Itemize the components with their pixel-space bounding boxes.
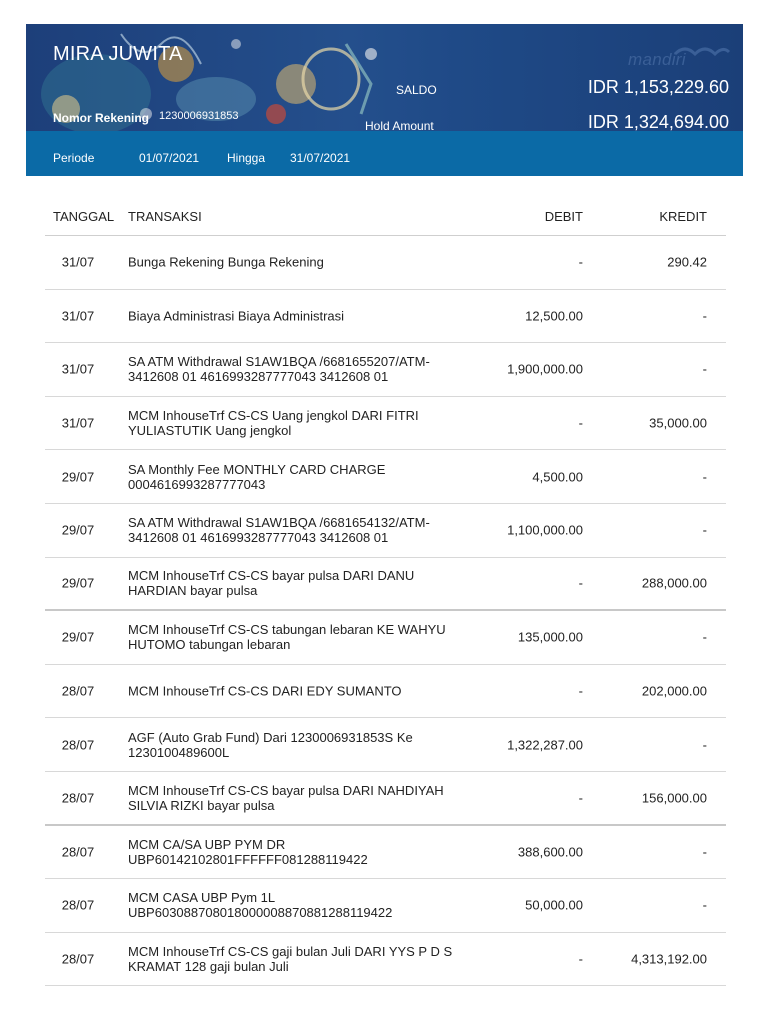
transaction-description: MCM InhouseTrf CS-CS Uang jengkol DARI FITRI YULIASTUTIK Uang jengkol: [128, 408, 419, 439]
transaction-list: [45, 236, 726, 986]
bank-logo-text: mandiri: [628, 50, 686, 69]
column-header-transaction: TRANSAKSI: [128, 209, 202, 224]
transaction-credit: -: [702, 308, 707, 324]
table-row: [45, 879, 726, 933]
table-row: [45, 397, 726, 451]
transaction-credit: -: [702, 522, 707, 538]
account-holder-name: MIRA JUWITA: [53, 43, 183, 65]
transaction-date: 31/07: [61, 308, 95, 324]
transaction-credit: -: [702, 629, 707, 645]
table-row: [45, 665, 726, 719]
transaction-credit: 288,000.00: [641, 575, 707, 591]
account-number-label: Nomor Rekening: [53, 111, 150, 125]
transaction-date: 28/07: [61, 844, 95, 860]
transaction-credit: 290.42: [667, 254, 707, 270]
hold-amount: IDR 1,324,694.00: [587, 112, 729, 131]
transaction-debit: -: [578, 254, 583, 270]
table-row: [45, 343, 726, 397]
period-until-label: Hingga: [227, 151, 266, 165]
table-row: [45, 772, 726, 826]
transaction-description: MCM InhouseTrf CS-CS tabungan lebaran KE WAHYU HUTOMO tabungan lebaran: [128, 622, 446, 653]
table-row: [45, 718, 726, 772]
transaction-date: 28/07: [61, 737, 95, 753]
hold-amount-label: Hold Amount: [365, 119, 434, 131]
transaction-date: 28/07: [61, 683, 95, 699]
transaction-date: 31/07: [61, 361, 95, 377]
transaction-debit: 135,000.00: [517, 629, 583, 645]
table-row: [45, 558, 726, 612]
table-row: [45, 450, 726, 504]
transaction-debit: 388,600.00: [517, 844, 583, 860]
period-bar: [26, 131, 743, 176]
balance-label: SALDO: [396, 83, 437, 97]
transaction-description: Bunga Rekening Bunga Rekening: [128, 254, 324, 270]
transaction-debit: -: [578, 683, 583, 699]
transaction-credit: -: [702, 897, 707, 913]
column-header-debit: DEBIT: [544, 209, 583, 224]
table-row: [45, 933, 726, 987]
transaction-description: SA Monthly Fee MONTHLY CARD CHARGE 0004616993287777043: [128, 461, 386, 492]
transaction-debit: 1,322,287.00: [507, 737, 583, 753]
transaction-debit: 12,500.00: [525, 308, 583, 324]
transaction-description: Biaya Administrasi Biaya Administrasi: [128, 308, 345, 324]
column-header-date: TANGGAL: [53, 209, 115, 224]
transaction-debit: 1,900,000.00: [507, 361, 583, 377]
transaction-credit: 4,313,192.00: [631, 951, 707, 967]
transaction-credit: 202,000.00: [641, 683, 707, 699]
transaction-description: SA ATM Withdrawal S1AW1BQA /6681655207/ATM-3412608 01 4616993287777043 3412608 01: [128, 354, 430, 385]
transaction-debit: -: [578, 790, 583, 806]
transaction-credit: -: [702, 361, 707, 377]
transaction-credit: -: [702, 844, 707, 860]
table-row: [45, 236, 726, 290]
transaction-date: 29/07: [61, 522, 95, 538]
transaction-debit: 4,500.00: [532, 469, 583, 485]
transaction-credit: -: [702, 469, 707, 485]
transaction-date: 28/07: [61, 951, 95, 967]
transaction-date: 31/07: [61, 415, 95, 431]
transaction-description: MCM InhouseTrf CS-CS gaji bulan Juli DARI YYS P D S KRAMAT 128 gaji bulan Juli: [128, 944, 453, 975]
transaction-credit: -: [702, 737, 707, 753]
transaction-description: AGF (Auto Grab Fund) Dari 1230006931853S Ke 1230100489600L: [128, 729, 413, 760]
transaction-date: 31/07: [61, 254, 95, 270]
account-number: 1230006931853: [159, 110, 239, 122]
transaction-description: SA ATM Withdrawal S1AW1BQA /6681654132/ATM-3412608 01 4616993287777043 3412608 01: [128, 515, 430, 546]
period-end-date: 31/07/2021: [290, 151, 351, 165]
transaction-debit: -: [578, 415, 583, 431]
transaction-date: 28/07: [61, 897, 95, 913]
transaction-debit: 50,000.00: [525, 897, 583, 913]
transaction-description: MCM InhouseTrf CS-CS bayar pulsa DARI NAHDIYAH SILVIA RIZKI bayar pulsa: [128, 782, 444, 813]
transaction-table-header: [45, 200, 726, 236]
transaction-description: MCM CASA UBP Pym 1L UBP603088708018000008870881288119422: [128, 890, 393, 921]
transaction-description: MCM InhouseTrf CS-CS DARI EDY SUMANTO: [128, 683, 402, 699]
transaction-date: 29/07: [61, 629, 95, 645]
transaction-debit: 1,100,000.00: [507, 522, 583, 538]
period-start-date: 01/07/2021: [139, 151, 200, 165]
transaction-credit: 156,000.00: [641, 790, 707, 806]
transaction-credit: 35,000.00: [649, 415, 707, 431]
balance-amount: IDR 1,153,229.60: [587, 77, 729, 97]
transaction-date: 29/07: [61, 575, 95, 591]
transaction-debit: -: [578, 951, 583, 967]
transaction-date: 28/07: [61, 790, 95, 806]
table-row: [45, 504, 726, 558]
transaction-description: MCM InhouseTrf CS-CS bayar pulsa DARI DANU HARDIAN bayar pulsa: [128, 568, 415, 599]
period-label: Periode: [53, 151, 95, 165]
transaction-debit: -: [578, 575, 583, 591]
column-header-credit: KREDIT: [659, 209, 707, 224]
account-header-banner: [26, 24, 743, 131]
table-row: [45, 611, 726, 665]
transaction-date: 29/07: [61, 469, 95, 485]
transaction-description: MCM CA/SA UBP PYM DR UBP60142102801FFFFFF081288119422: [128, 836, 368, 867]
table-row: [45, 826, 726, 880]
table-row: [45, 290, 726, 344]
